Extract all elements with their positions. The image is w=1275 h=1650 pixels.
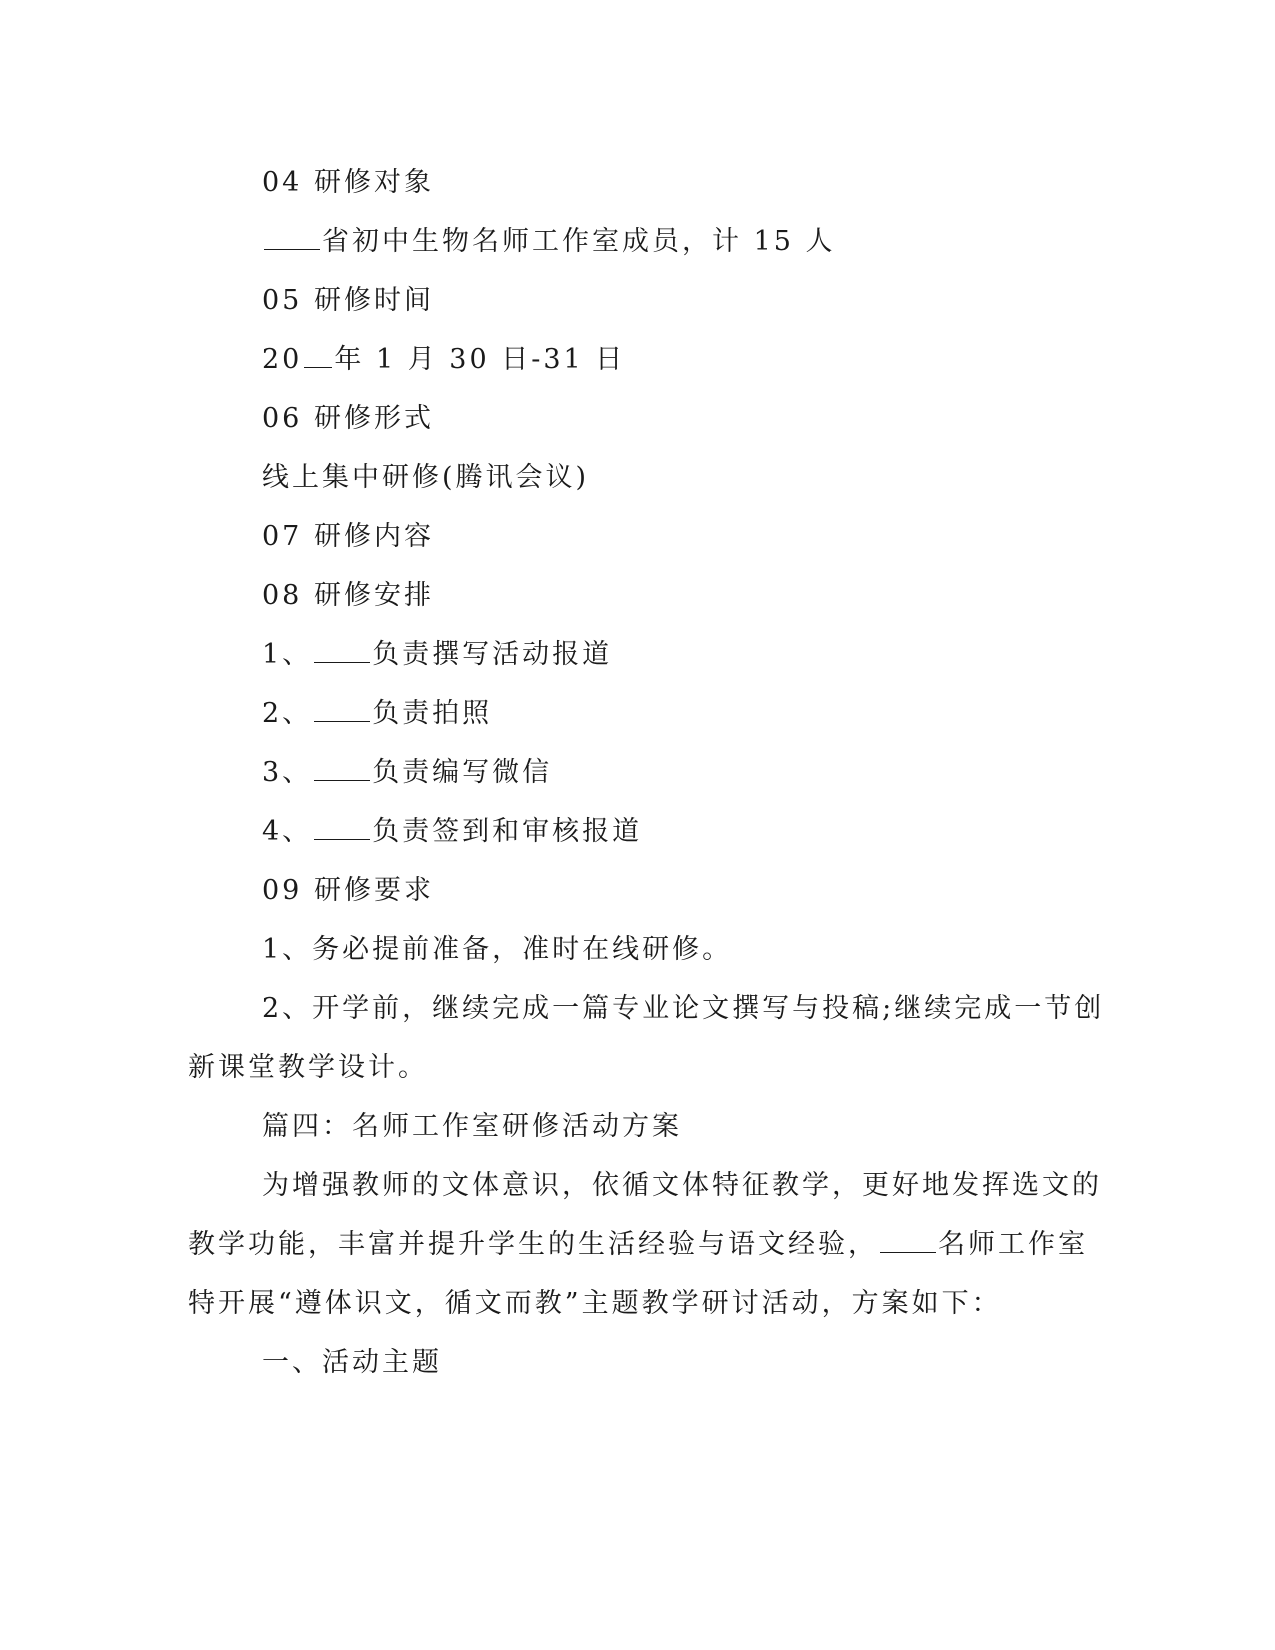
- arrangement-item: [262, 755, 552, 791]
- item-text: 负责拍照: [372, 698, 493, 729]
- fill-in-blank: [314, 638, 370, 663]
- fill-in-blank: [304, 343, 332, 368]
- paragraph-line: 为增强教师的文体意识，依循文体特征教学，更好地发挥选文的: [262, 1170, 1102, 1201]
- requirement-item: 2、开学前，继续完成一篇专业论文撰写与投稿;继续完成一节创: [262, 993, 1105, 1024]
- research-time-text: [262, 342, 625, 378]
- research-form-text: 线上集中研修(腾讯会议): [262, 462, 590, 493]
- heading-research-time: 05 研修时间: [262, 285, 434, 316]
- paragraph-line: [188, 1227, 1088, 1263]
- heading-research-content: 07 研修内容: [262, 521, 434, 552]
- heading-research-target: 04 研修对象: [262, 167, 434, 198]
- fill-in-blank: [314, 697, 370, 722]
- requirement-continuation: 新课堂教学设计。: [188, 1052, 428, 1083]
- arrangement-item: [262, 696, 492, 732]
- item-number: 4、: [262, 816, 313, 847]
- part-four-title: 篇四：名师工作室研修活动方案: [262, 1111, 682, 1142]
- item-text: 负责撰写活动报道: [372, 639, 613, 670]
- section-heading-theme: 一、活动主题: [262, 1347, 442, 1378]
- item-text: 负责编写微信: [372, 757, 553, 788]
- paragraph-line: 特开展“遵体识文，循文而教”主题教学研讨活动，方案如下：: [188, 1288, 1002, 1319]
- fill-in-blank: [880, 1228, 936, 1253]
- fill-in-blank: [314, 756, 370, 781]
- arrangement-item: [262, 814, 642, 850]
- requirement-item: 1、务必提前准备，准时在线研修。: [262, 934, 733, 965]
- item-number: 3、: [262, 757, 313, 788]
- item-number: 1、: [262, 639, 313, 670]
- heading-research-arrangement: 08 研修安排: [262, 580, 434, 611]
- item-number: 2、: [262, 698, 313, 729]
- heading-research-form: 06 研修形式: [262, 403, 434, 434]
- paragraph-text: 名师工作室: [938, 1229, 1088, 1260]
- arrangement-item: [262, 637, 612, 673]
- research-target-text: [262, 224, 836, 260]
- item-text: 负责签到和审核报道: [372, 816, 643, 847]
- time-suffix: 年 1 月 30 日-31 日: [334, 344, 626, 375]
- research-target-suffix: 省初中生物名师工作室成员，计 15 人: [322, 226, 836, 257]
- paragraph-text: 教学功能，丰富并提升学生的生活经验与语文经验，: [188, 1229, 878, 1260]
- fill-in-blank: [314, 815, 370, 840]
- heading-research-requirements: 09 研修要求: [262, 875, 434, 906]
- time-prefix: 20: [262, 344, 303, 375]
- fill-in-blank: [264, 225, 320, 250]
